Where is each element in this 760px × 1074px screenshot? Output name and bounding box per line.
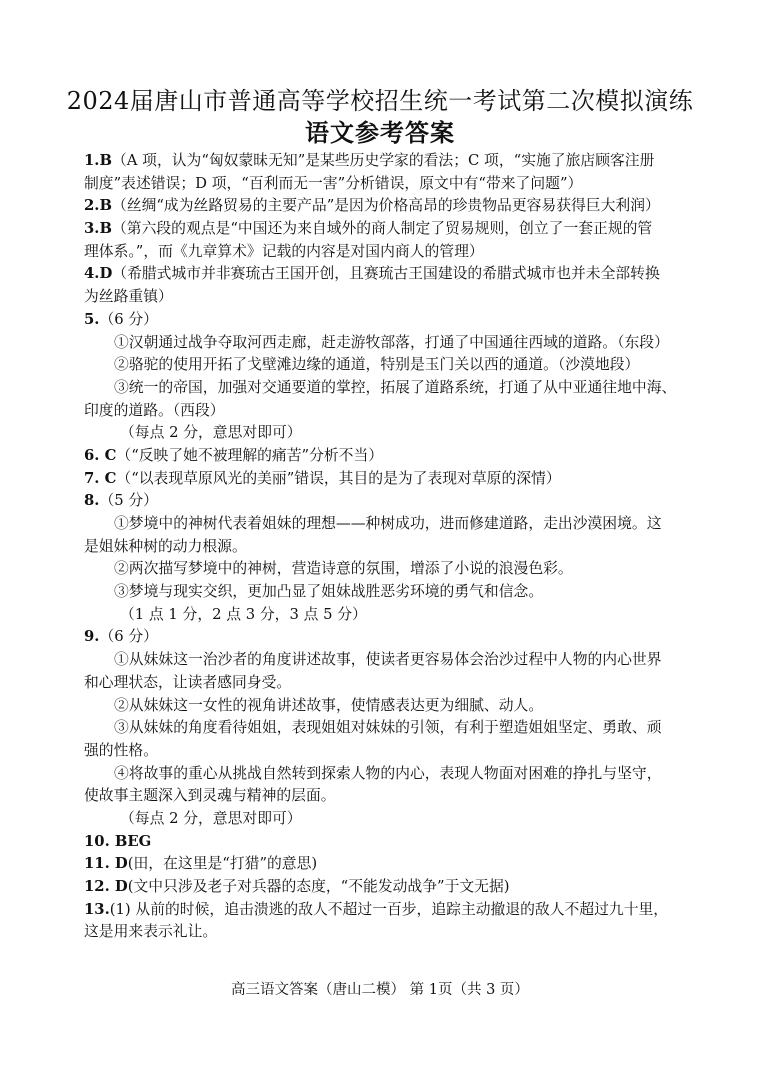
answer-5-point-3: ③统一的帝国，加强对交通要道的掌控，拓展了道路系统，打通了从中亚通往地中海、 (114, 378, 677, 396)
answer-8-point-1: ①梦境中的神树代表着姐妹的理想——种树成功，进而修建道路，走出沙漠困境。这 (114, 515, 662, 532)
answer-9-note: （每点 2 分，意思对即可） (120, 809, 302, 827)
answer-number: 2.B (84, 197, 112, 215)
answer-9-point-2: ②从妹妹这一女性的视角讲述故事，使情感表达更为细腻、动人。 (114, 696, 544, 714)
answer-4-cont: 为丝路重镇） (84, 288, 173, 306)
page-footer: 高三语文答案（唐山二模） 第 1页（共 3 页） (231, 982, 529, 998)
answer-5 (84, 309, 684, 332)
answer-number: 6. C (84, 446, 117, 464)
answer-number: 11. D (84, 855, 128, 873)
answer-number: 7. C (84, 469, 117, 487)
answer-1 (84, 150, 684, 173)
answer-text: (田，在这里是“打猎”的意思) (127, 855, 318, 873)
answer-number: 4.D (84, 265, 113, 283)
answer-text: （“以表现草原风光的美丽”错误，其目的是为了表现对草原的深情） (116, 469, 561, 487)
answer-score: （6 分） (99, 628, 158, 646)
answer-10 (84, 831, 684, 854)
answer-9-point-4: ④将故事的重心从挑战自然转到探索人物的内心，表现人物面对困难的挣扎与坚守， (114, 764, 662, 782)
answer-12 (84, 876, 684, 899)
answer-text: (1) 从前的时候，追击溃逃的敌人不超过一百步，追踪主动撤退的敌人不超过九十里， (109, 900, 669, 918)
answer-9-point-1: ①从妹妹这一治沙者的角度讲述故事，使读者更容易体会治沙过程中人物的内心世界 (114, 651, 662, 669)
answer-6 (84, 445, 684, 468)
answer-score: （6 分） (99, 310, 158, 328)
answer-number: 5. (84, 310, 100, 328)
answer-1-cont: 制度”表述错误；D 项，“百利而无一害”分析错误，原文中有“带来了问题”） (84, 174, 583, 192)
answer-number: 10. BEG (84, 832, 152, 850)
answer-3 (84, 218, 684, 241)
answer-9-point-1-cont: 和心理状态，让读者感同身受。 (84, 673, 292, 691)
answer-text: (文中只涉及老子对兵器的态度，“不能发动战争”于文无据) (127, 878, 510, 895)
answer-number: 3.B (84, 220, 112, 238)
answer-7 (84, 468, 684, 491)
answer-body (84, 150, 684, 944)
answer-13-cont: 这是用来表示礼让。 (84, 923, 218, 941)
answer-number: 12. D (84, 878, 128, 895)
answer-9-point-3-cont: 强的性格。 (84, 741, 158, 759)
answer-8-note: （1 点 1 分，2 点 3 分，3 点 5 分） (120, 605, 367, 623)
answer-text: （丝绸“成为丝路贸易的主要产品”是因为价格高昂的珍贵物品更容易获得巨大利润） (111, 197, 660, 215)
answer-5-note: （每点 2 分，意思对即可） (120, 424, 302, 442)
answer-number: 1.B (84, 152, 112, 169)
answer-5-point-3-cont: 印度的道路。（西段） (84, 401, 225, 419)
answer-text: （第六段的观点是“中国还为来自域外的商人制定了贸易规则，创立了一套正规的管 (111, 220, 653, 238)
answer-number: 13. (84, 900, 110, 918)
answer-8-point-1-cont: 是姐妹种树的动力根源。 (84, 537, 247, 555)
answer-9-point-3: ③从妹妹的角度看待姐姐，表现姐姐对妹妹的引领，有利于塑造姐姐坚定、勇敢、顽 (114, 719, 662, 737)
answer-13 (84, 899, 684, 922)
answer-8-point-2: ②两次描写梦境中的神树，营造诗意的氛围，增添了小说的浪漫色彩。 (114, 560, 573, 578)
exam-title: 2024届唐山市普通高等学校招生统一考试第二次模拟演练 (66, 87, 694, 115)
answer-number: 8. (84, 492, 100, 510)
answer-text: （A 项，认为“匈奴蒙昧无知”是某些历史学家的看法；C 项，“实施了旅店顾客注册 (111, 152, 655, 169)
page-title: 语文参考答案 (305, 118, 455, 147)
answer-text: （希腊式城市并非赛琉古王国开创，且赛琉古王国建设的希腊式城市也并未全部转换 (112, 265, 660, 283)
answer-5-point-2: ②骆驼的使用开拓了戈壁滩边缘的通道，特别是玉门关以西的通道。（沙漠地段） (114, 356, 640, 374)
answer-text: （“反映了她不被理解的痛苦”分析不当） (116, 446, 384, 464)
answer-4 (84, 263, 684, 286)
answer-3-cont: 理体系。”，而《九章算术》记载的内容是对国内商人的管理） (84, 242, 484, 260)
answer-9-point-4-cont: 使故事主题深入到灵魂与精神的层面。 (84, 787, 336, 805)
answer-number: 9. (84, 628, 100, 646)
answer-8-point-3: ③梦境与现实交织，更加凸显了姐妹战胜恶劣环境的勇气和信念。 (114, 583, 544, 601)
answer-8 (84, 490, 684, 513)
answer-5-point-1: ①汉朝通过战争夺取河西走廊，赶走游牧部落，打通了中国通往西域的道路。（东段） (114, 333, 669, 351)
answer-11 (84, 853, 684, 876)
answer-2 (84, 195, 684, 218)
answer-9 (84, 626, 684, 649)
answer-score: （5 分） (99, 492, 158, 510)
